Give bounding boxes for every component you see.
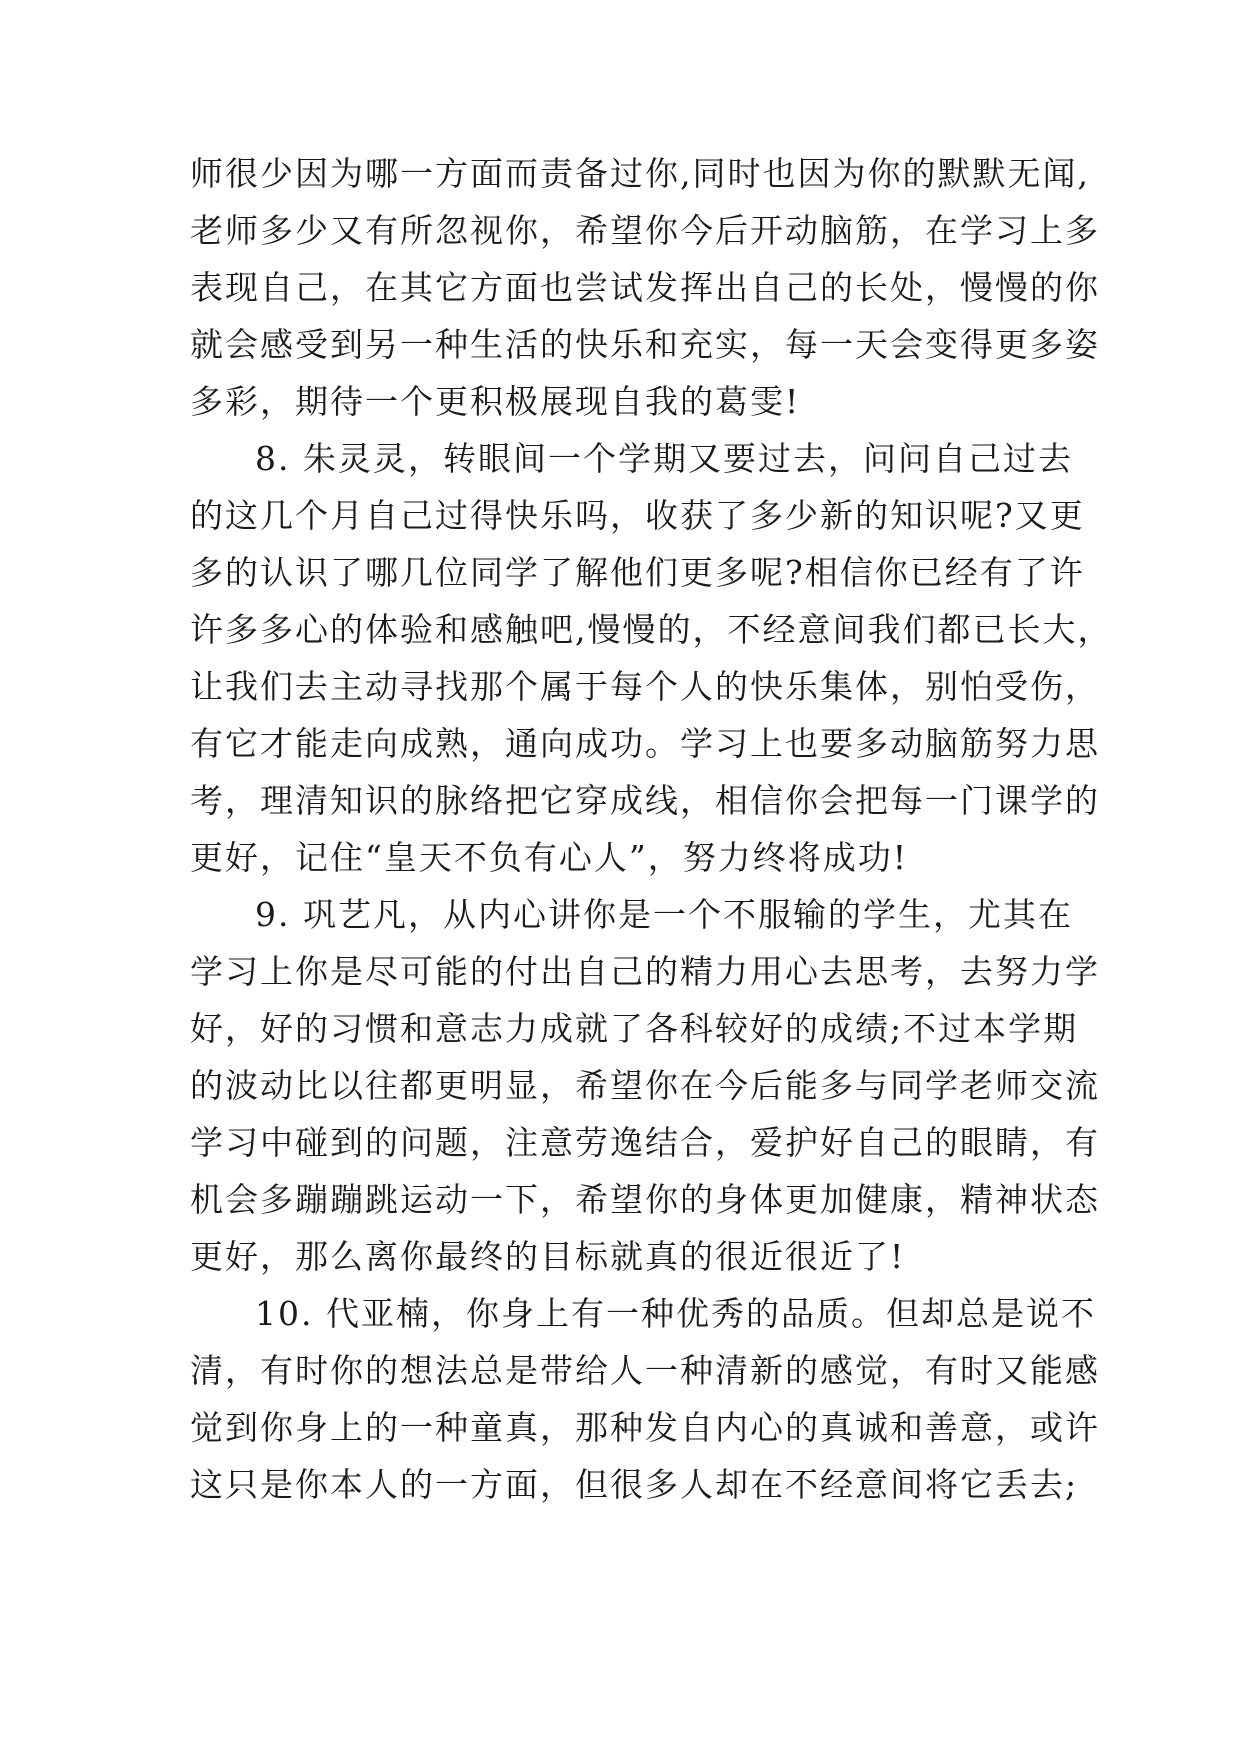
text-line: 让我们去主动寻找那个属于每个人的快乐集体，别怕受伤，: [190, 667, 1100, 706]
text-line: 学习中碰到的问题，注意劳逸结合，爱护好自己的眼睛，有: [190, 1123, 1100, 1162]
text-line: 这只是你本人的一方面，但很多人却在不经意间将它丢去;: [190, 1465, 1079, 1504]
text-line: 老师多少又有所忽视你，希望你今后开动脑筋，在学习上多: [190, 211, 1100, 250]
text-line: 考，理清知识的脉络把它穿成线，相信你会把每一门课学的: [190, 781, 1100, 820]
paragraph-start: 9. 巩艺凡，从内心讲你是一个不服输的学生，尤其在: [255, 895, 1073, 934]
text-line: 机会多蹦蹦跳运动一下，希望你的身体更加健康，精神状态: [190, 1180, 1100, 1219]
text-line: 表现自己，在其它方面也尝试发挥出自己的长处，慢慢的你: [190, 268, 1100, 307]
text-line: 好，好的习惯和意志力成就了各科较好的成绩;不过本学期: [190, 1009, 1079, 1048]
text-line: 有它才能走向成熟，通向成功。学习上也要多动脑筋努力思: [190, 724, 1100, 763]
text-line: 更好，那么离你最终的目标就真的很近很近了!: [190, 1237, 906, 1276]
text-line: 学习上你是尽可能的付出自己的精力用心去思考，去努力学: [190, 952, 1100, 991]
text-line: 觉到你身上的一种童真，那种发自内心的真诚和善意，或许: [190, 1408, 1100, 1447]
text-line: 许多多心的体验和感触吧,慢慢的，不经意间我们都已长大，: [190, 610, 1113, 649]
text-line: 多彩，期待一个更积极展现自我的葛雯!: [190, 382, 801, 421]
text-line: 更好，记住“皇天不负有心人”，努力终将成功!: [190, 838, 909, 877]
text-line: 多的认识了哪几位同学了解他们更多呢?相信你已经有了许: [190, 553, 1085, 592]
text-line: 的这几个月自己过得快乐吗，收获了多少新的知识呢?又更: [190, 496, 1085, 535]
text-line: 就会感受到另一种生活的快乐和充实，每一天会变得更多姿: [190, 325, 1100, 364]
text-line: 清，有时你的想法总是带给人一种清新的感觉，有时又能感: [190, 1351, 1100, 1390]
paragraph-start: 10. 代亚楠，你身上有一种优秀的品质。但却总是说不: [255, 1294, 1096, 1333]
text-line: 的波动比以往都更明显，希望你在今后能多与同学老师交流: [190, 1066, 1100, 1105]
paragraph-start: 8. 朱灵灵，转眼间一个学期又要过去，问问自己过去: [255, 439, 1073, 478]
text-line: 师很少因为哪一方面而责备过你,同时也因为你的默默无闻,: [190, 154, 1090, 193]
